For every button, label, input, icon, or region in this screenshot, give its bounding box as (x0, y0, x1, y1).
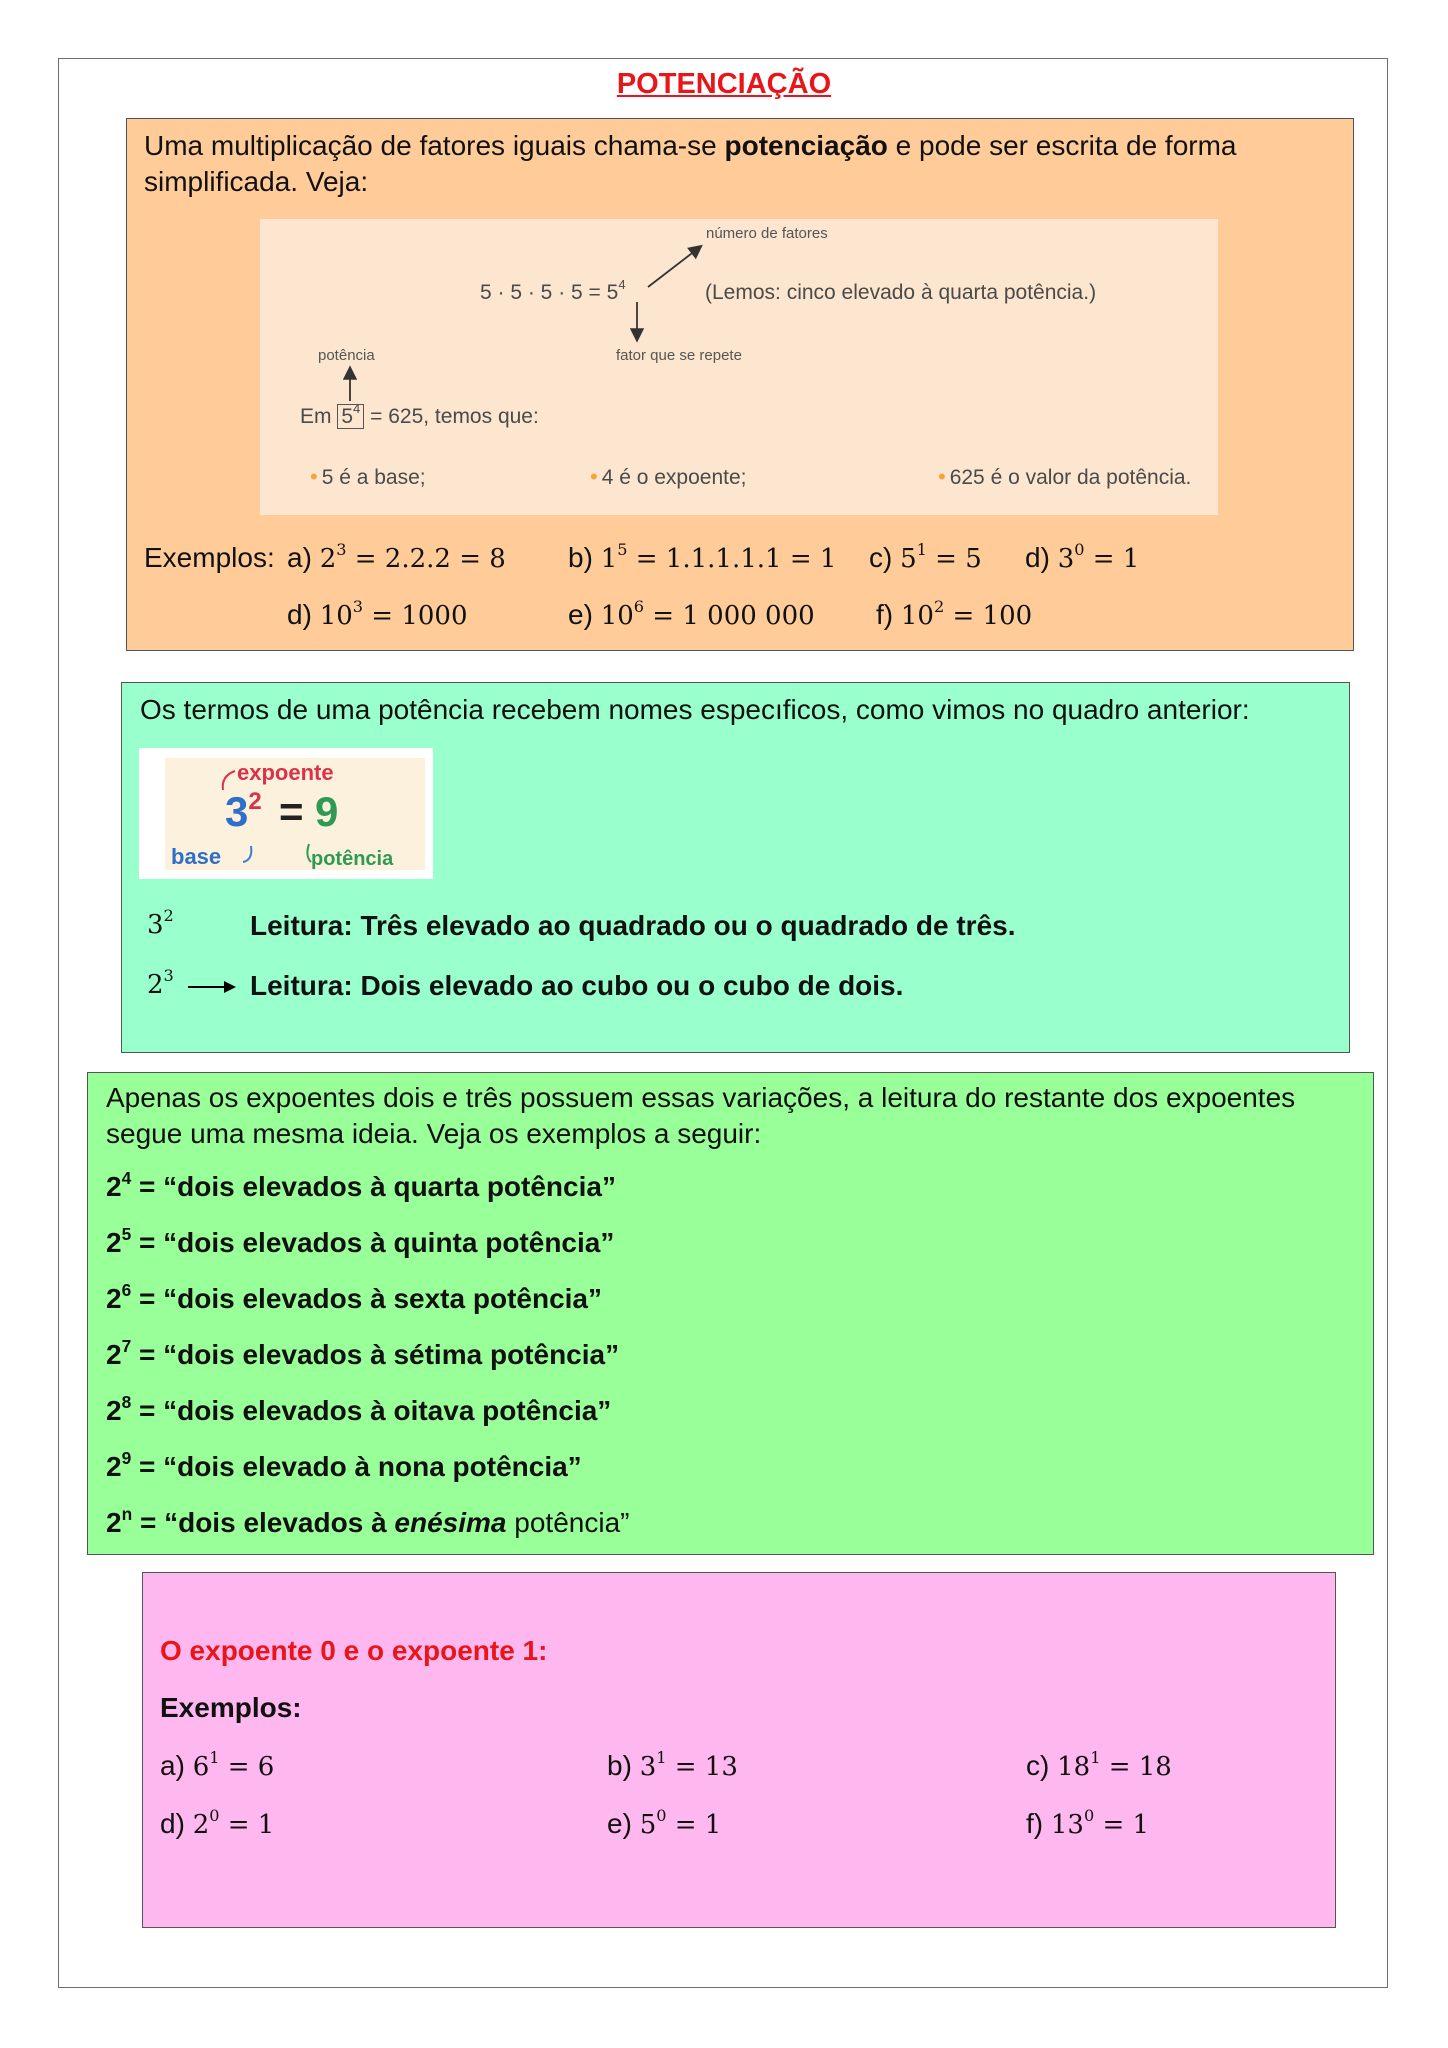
expoente-zero-um-box (142, 1572, 1336, 1928)
terms-box (121, 682, 1350, 1053)
bullet-icon: • (590, 464, 598, 489)
intro-text: Uma multiplicação de fatores iguais chama-se (144, 130, 725, 161)
lemos-text: (Lemos: cinco elevado à quarta potência.) (705, 281, 1097, 304)
boxed-base: 5 (341, 405, 354, 428)
example-letter: d) (287, 599, 312, 630)
exponents-intro-2: segue uma mesma ideia. Veja os exemplos a seguir: (106, 1118, 762, 1149)
expression-exponent: 4 (618, 277, 626, 292)
example-letter: f) (876, 599, 894, 630)
bullet-valor (938, 464, 1191, 490)
expression-text: 5 · 5 · 5 · 5 = 5 (480, 281, 619, 304)
leitura-text-1: Leitura: Três elevado ao quadrado ou o quadrado de três. (250, 910, 1016, 941)
example-math: $10^2 = 100$ (900, 597, 1033, 631)
example-a (287, 539, 506, 578)
example-c (869, 539, 982, 578)
bullet-expoente-text: 4 é o expoente; (601, 466, 747, 489)
italic-word: enésima (394, 1507, 507, 1538)
potencia-label: potência (318, 347, 375, 364)
intro-box (126, 118, 1354, 651)
em-line (300, 401, 539, 429)
example-f: f) $13^0 = 1$ (1026, 1806, 1150, 1840)
numero-de-fatores-label: número de fatores (706, 225, 828, 242)
exemplos-heading: Exemplos: (160, 1692, 302, 1723)
example-letter: c) (869, 542, 893, 573)
image-base-number (225, 788, 262, 836)
intro-line-1 (144, 127, 1237, 164)
em-rest: = 625, temos que: (370, 405, 539, 428)
intro-line-2: simplificada. Veja: (144, 166, 369, 197)
bullet-icon: • (310, 464, 318, 489)
exponents-box (87, 1072, 1374, 1555)
bullet-base-text: 5 é a base; (321, 466, 426, 489)
boxed-power (337, 401, 364, 429)
list-item-enesima: 2$^n$ = “dois elevados à enésima potência” (106, 1503, 630, 1538)
example-b (568, 539, 836, 578)
terms-intro: Os termos de uma potência recebem nomes especıficos, como vimos no quadro anterior: (140, 694, 1250, 725)
image-base-digit: 3 (225, 788, 249, 835)
fator-label: fator que se repete (616, 347, 742, 364)
list-item: $2^9$ = “dois elevado à nona potência” (106, 1447, 582, 1482)
example-b: b) $3^1 = 13$ (607, 1748, 738, 1782)
example-f (876, 596, 1032, 635)
list-item: $2^5$ = “dois elevados à quinta potência” (106, 1223, 615, 1258)
leitura-symbol-2: $2^3$ (147, 966, 174, 1000)
exponents-intro-1: Apenas os expoentes dois e três possuem essas variações, a leitura do restante dos expoentes (106, 1082, 1296, 1113)
terms-image (139, 748, 433, 879)
example-math: $3^0 = 1$ (1057, 540, 1140, 574)
example-a: a) $6^1 = 6$ (160, 1748, 275, 1782)
example-letter: a) (287, 542, 312, 573)
base-label: base (171, 844, 222, 869)
diagram-expression (480, 277, 626, 305)
image-result: 9 (315, 788, 339, 835)
example-c: c) $18^1 = 18$ (1026, 1748, 1172, 1782)
page-title: POTENCIAÇÃO (616, 68, 832, 100)
exemplos-label: Exemplos: (144, 542, 275, 573)
example-letter: e) (568, 599, 593, 630)
example-math: $10^6 = 1$ 000 000 (600, 597, 815, 631)
bullet-icon: • (938, 464, 946, 489)
list-item: $2^8$ = “dois elevados à oitava potência” (106, 1391, 612, 1426)
em-text: Em (300, 405, 332, 428)
image-equals: = (279, 788, 304, 835)
intro-text-end: e pode ser escrita de forma (887, 130, 1237, 161)
section-heading: O expoente 0 e o expoente 1: (160, 1635, 548, 1666)
leitura-text-2: Leitura: Dois elevado ao cubo ou o cubo de dois. (250, 970, 904, 1001)
expoente-label: expoente (237, 760, 334, 785)
example-letter: d) (1025, 542, 1050, 573)
example-d2 (287, 596, 468, 635)
example-math: $1^5 = 1.1.1.1.1 = 1$ (600, 540, 837, 574)
example-d (1025, 539, 1139, 578)
potencia-image-label: potência (311, 848, 394, 870)
list-item: $2^4$ = “dois elevados à quarta potência” (106, 1167, 616, 1202)
bullet-expoente (590, 464, 747, 490)
intro-keyword: potenciação (724, 130, 888, 161)
bullet-valor-text: 625 é o valor da potência. (949, 466, 1192, 489)
example-e (568, 596, 815, 635)
potenciacao-diagram (260, 219, 1218, 515)
example-letter: b) (568, 542, 593, 573)
list-item: $2^7$ = “dois elevados à sétima potência” (106, 1335, 620, 1370)
example-math: $5^1 = 5$ (900, 540, 982, 574)
example-math: $2^3 = 2.2.2 = 8$ (319, 540, 506, 574)
arrow-right-icon (188, 977, 238, 997)
bullet-base (310, 464, 426, 490)
example-e: e) $5^0 = 1$ (607, 1806, 722, 1840)
list-item: $2^6$ = “dois elevados à sexta potência” (106, 1279, 602, 1314)
image-exponent-digit: 2 (248, 788, 262, 815)
leitura-symbol-1: $3^2$ (147, 906, 174, 940)
boxed-exponent: 4 (353, 401, 361, 416)
example-math: $10^3 = 1000$ (319, 597, 468, 631)
example-d: d) $2^0 = 1$ (160, 1806, 275, 1840)
